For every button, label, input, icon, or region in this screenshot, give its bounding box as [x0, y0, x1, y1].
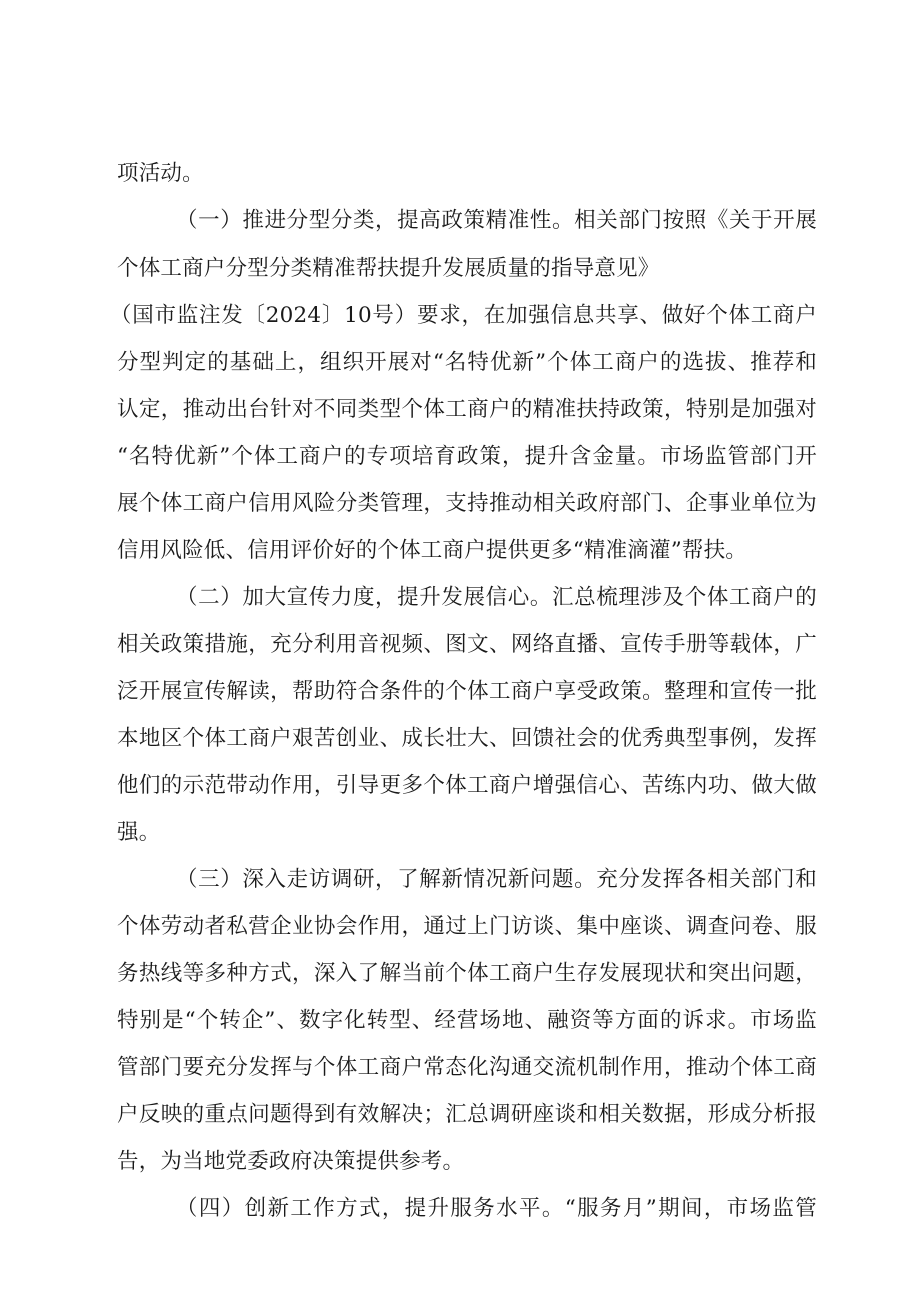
- text-line: 他们的示范带动作用，引导更多个体工商户增强信心、苦练内功、做大做: [117, 773, 817, 798]
- text-line: 相关政策措施，充分利用音视频、图文、网络直播、宣传手册等载体，广: [117, 632, 817, 657]
- text-line: 信用风险低、信用评价好的个体工商户提供更多“精准滴灌”帮扶。: [117, 538, 747, 563]
- text-line: 务热线等多种方式，深入了解当前个体工商户生存发展现状和突出问题，: [117, 961, 817, 986]
- text-line: 项活动。: [117, 161, 204, 186]
- paragraph-2-heading: （二）加大宣传力度，提升发展信心。汇总梳理涉及个体工商户的: [176, 585, 817, 610]
- text-line: 管部门要充分发挥与个体工商户常态化沟通交流机制作用，推动个体工商: [117, 1055, 817, 1080]
- text-line: “名特优新”个体工商户的专项培育政策，提升含金量。市场监管部门开: [117, 444, 817, 469]
- text-line: 本地区个体工商户艰苦创业、成长壮大、回馈社会的优秀典型事例，发挥: [117, 726, 817, 751]
- paragraph-1-heading: （一）推进分型分类，提高政策精准性。相关部门按照《关于开展: [176, 208, 817, 233]
- text-line: 强。: [117, 820, 161, 845]
- text-line: 告，为当地党委政府决策提供参考。: [117, 1149, 465, 1174]
- text-line: 个体劳动者私营企业协会作用，通过上门访谈、集中座谈、调查问卷、服: [117, 914, 817, 939]
- text-line: 泛开展宣传解读，帮助符合条件的个体工商户享受政策。整理和宣传一批: [117, 679, 817, 704]
- text-line: 户反映的重点问题得到有效解决；汇总调研座谈和相关数据，形成分析报: [117, 1102, 817, 1127]
- text-line: 特别是“个转企”、数字化转型、经营场地、融资等方面的诉求。市场监: [117, 1008, 817, 1033]
- paragraph-4-heading: （四）创新工作方式，提升服务水平。“服务月”期间，市场监管: [176, 1196, 817, 1221]
- text-line: 个体工商户分型分类精准帮扶提升发展质量的指导意见》: [117, 256, 660, 281]
- text-line: 分型判定的基础上，组织开展对“名特优新”个体工商户的选拔、推荐和: [117, 350, 817, 375]
- text-line: 展个体工商户信用风险分类管理，支持推动相关政府部门、企事业单位为: [117, 491, 817, 516]
- text-line: （国市监注发〔2024〕10号）要求，在加强信息共享、做好个体工商户: [110, 303, 817, 328]
- text-line: 认定，推动出台针对不同类型个体工商户的精准扶持政策，特别是加强对: [117, 397, 817, 422]
- paragraph-3-heading: （三）深入走访调研，了解新情况新问题。充分发挥各相关部门和: [176, 867, 817, 892]
